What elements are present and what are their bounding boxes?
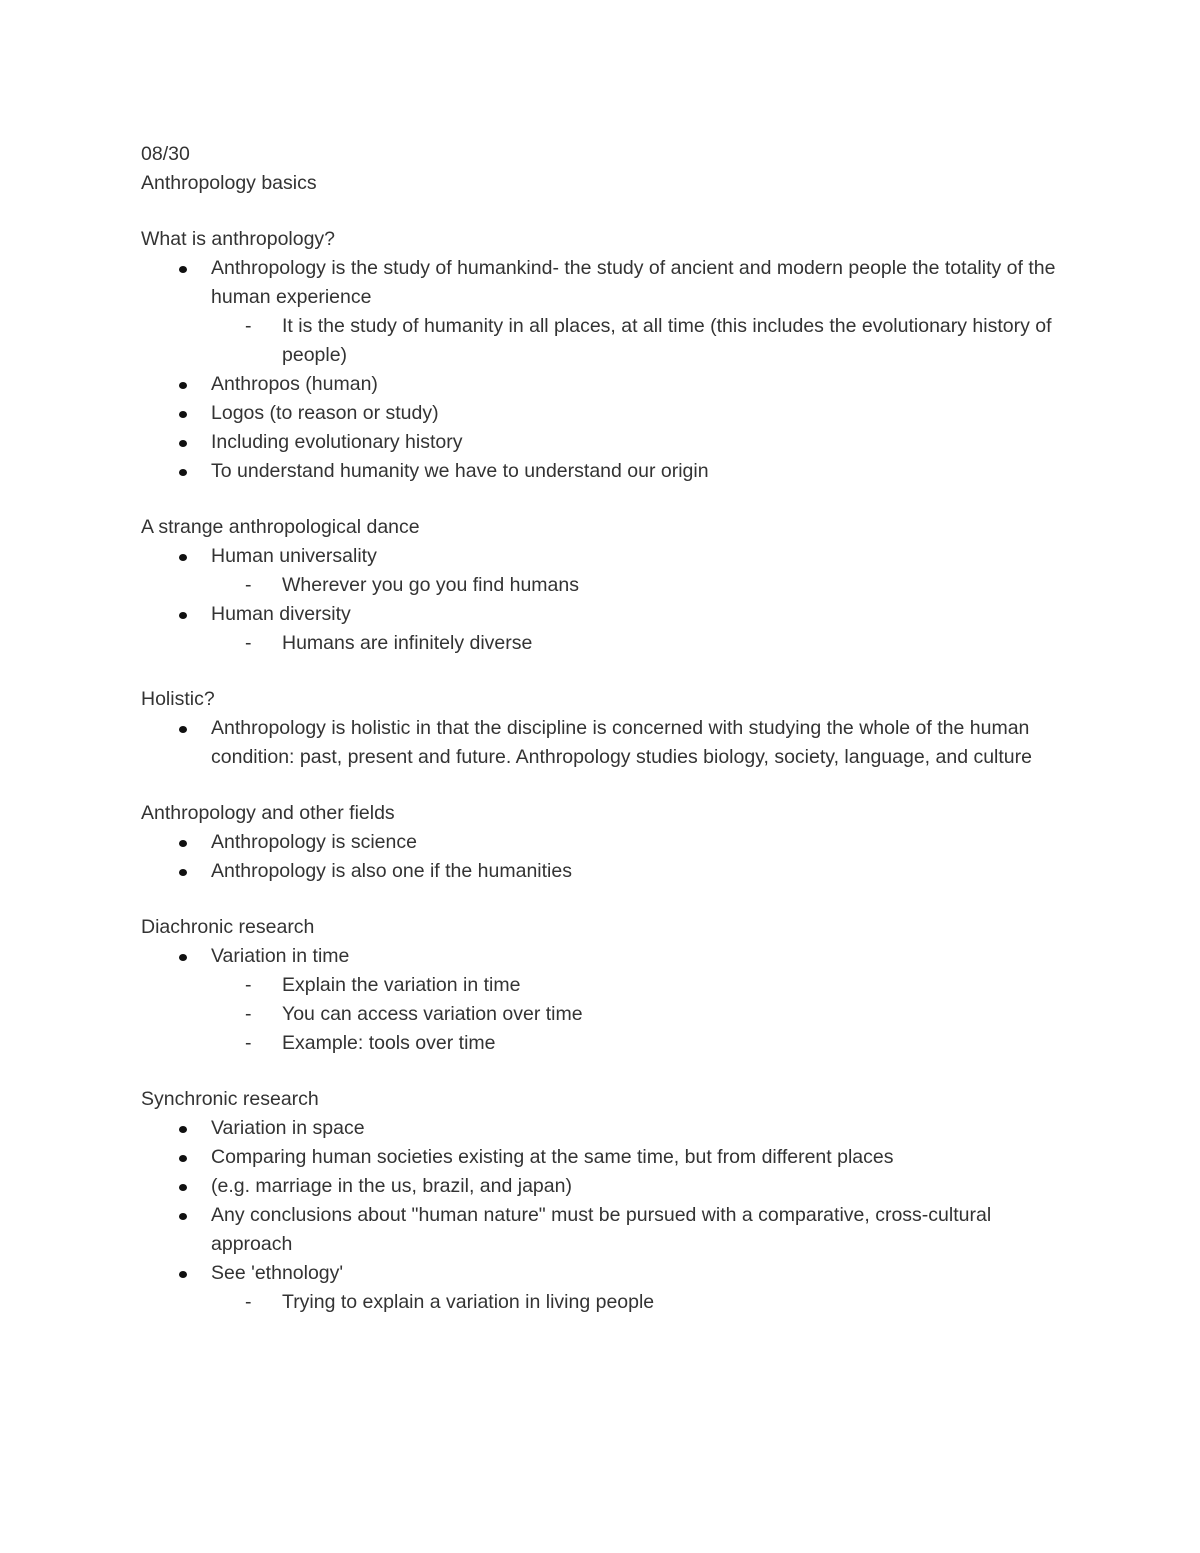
bullet-dot-icon xyxy=(179,1271,187,1278)
list-item-text: Human universality xyxy=(211,545,377,567)
section-heading: Anthropology and other fields xyxy=(141,802,395,824)
bullet-dot-icon xyxy=(179,869,187,876)
bullet-dot-icon xyxy=(179,554,187,561)
sub-list-item xyxy=(141,1288,1061,1317)
list-item-text: Anthropology is holistic in that the discipline is concerned with studying the whole of the human condition: past, present and future. Anthropology studies biology, society, language, and culture xyxy=(211,717,1032,768)
bullet-dot-icon xyxy=(179,1213,187,1220)
sub-list-item xyxy=(141,1000,1061,1029)
list-item xyxy=(141,857,1061,886)
list-item xyxy=(141,399,1061,428)
spacer xyxy=(141,772,1061,799)
sub-list-item-text: Trying to explain a variation in living people xyxy=(282,1291,655,1313)
list-item-text: Variation in time xyxy=(211,945,350,967)
bullet-dot-icon xyxy=(179,1184,187,1191)
dash-marker: - xyxy=(245,1291,252,1313)
list-item-text: Logos (to reason or study) xyxy=(211,402,439,424)
note-date: 08/30 xyxy=(141,143,190,165)
list-item xyxy=(141,1143,1061,1172)
dash-marker: - xyxy=(245,974,252,996)
dash-marker: - xyxy=(245,574,252,596)
list-item xyxy=(141,714,1061,772)
dash-marker: - xyxy=(245,1003,252,1025)
list-item-text: To understand humanity we have to understand our origin xyxy=(211,460,709,482)
sub-list-item-text: It is the study of humanity in all places, at all time (this includes the evolutionary history of people) xyxy=(282,315,1052,366)
section-heading: What is anthropology? xyxy=(141,228,336,250)
list-item xyxy=(141,542,1061,571)
list-item-text: Any conclusions about "human nature" must be pursued with a comparative, cross-cultural approach xyxy=(211,1204,992,1255)
sub-list-item-text: Explain the variation in time xyxy=(282,974,521,996)
bullet-dot-icon xyxy=(179,440,187,447)
list-item xyxy=(141,1259,1061,1288)
sub-list-item xyxy=(141,629,1061,658)
spacer xyxy=(141,486,1061,513)
bullet-dot-icon xyxy=(179,1126,187,1133)
list-item-text: Human diversity xyxy=(211,603,351,625)
bullet-dot-icon xyxy=(179,954,187,961)
list-item-text: Anthropology is also one if the humanities xyxy=(211,860,572,882)
bullet-dot-icon xyxy=(179,1155,187,1162)
spacer xyxy=(141,886,1061,913)
list-item-text: Anthropology is the study of humankind- the study of ancient and modern people the totality of the human experience xyxy=(211,257,1056,308)
section-heading: Diachronic research xyxy=(141,916,315,938)
sub-list-item xyxy=(141,312,1061,370)
sub-list-item-text: Example: tools over time xyxy=(282,1032,496,1054)
sub-list-item-text: Humans are infinitely diverse xyxy=(282,632,533,654)
list-item xyxy=(141,1172,1061,1201)
section-heading: Holistic? xyxy=(141,688,215,710)
dash-marker: - xyxy=(245,1032,252,1054)
list-item-text: Including evolutionary history xyxy=(211,431,463,453)
note-title: Anthropology basics xyxy=(141,172,317,194)
sub-list-item xyxy=(141,571,1061,600)
spacer xyxy=(141,198,1061,225)
bullet-dot-icon xyxy=(179,840,187,847)
list-item xyxy=(141,428,1061,457)
list-item-text: Anthropos (human) xyxy=(211,373,378,395)
list-item xyxy=(141,600,1061,629)
sub-list-item xyxy=(141,971,1061,1000)
list-item-text: See 'ethnology' xyxy=(211,1262,344,1284)
sub-list-item-text: You can access variation over time xyxy=(282,1003,583,1025)
bullet-dot-icon xyxy=(179,411,187,418)
section-heading: A strange anthropological dance xyxy=(141,516,420,538)
list-item xyxy=(141,1201,1061,1259)
sub-list-item xyxy=(141,1029,1061,1058)
dash-marker: - xyxy=(245,632,252,654)
list-item xyxy=(141,457,1061,486)
list-item xyxy=(141,828,1061,857)
bullet-dot-icon xyxy=(179,612,187,619)
spacer xyxy=(141,658,1061,685)
dash-marker: - xyxy=(245,315,252,337)
list-item-text: Anthropology is science xyxy=(211,831,417,853)
list-item xyxy=(141,942,1061,971)
list-item xyxy=(141,254,1061,312)
section-heading: Synchronic research xyxy=(141,1088,319,1110)
list-item-text: (e.g. marriage in the us, brazil, and japan) xyxy=(211,1175,572,1197)
bullet-dot-icon xyxy=(179,726,187,733)
list-item-text: Variation in space xyxy=(211,1117,365,1139)
spacer xyxy=(141,1058,1061,1085)
bullet-dot-icon xyxy=(179,382,187,389)
bullet-dot-icon xyxy=(179,469,187,476)
list-item xyxy=(141,1114,1061,1143)
bullet-dot-icon xyxy=(179,266,187,273)
document-page xyxy=(141,140,1061,1317)
list-item-text: Comparing human societies existing at the same time, but from different places xyxy=(211,1146,894,1168)
list-item xyxy=(141,370,1061,399)
sub-list-item-text: Wherever you go you find humans xyxy=(282,574,579,596)
